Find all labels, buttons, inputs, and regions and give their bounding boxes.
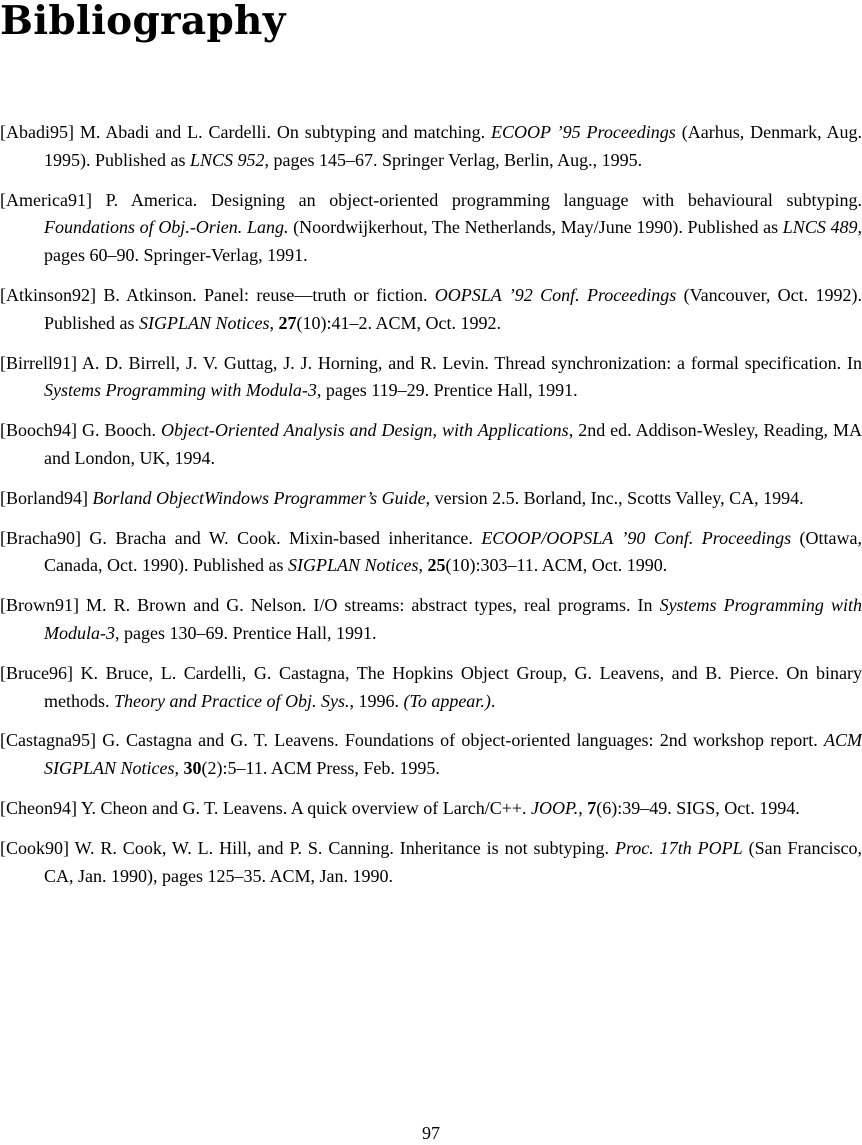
citation-text: K. Bruce, L. Cardelli, G. Castagna, The Hopkins Object Group, G. Leavens, and B. Pierce. On binary methods.	[44, 662, 862, 711]
citation-key: [Borland94]	[0, 487, 88, 508]
citation-text: ,	[578, 797, 588, 818]
citation-key: [Abadi95]	[0, 122, 74, 142]
citation-text: (Ottawa, Canada, Oct. 1990). Published as	[44, 527, 862, 576]
citation-text: (10):303–11. ACM, Oct. 1990.	[445, 555, 668, 576]
citation-text: , version 2.5. Borland, Inc., Scotts Valley, CA, 1994.	[425, 487, 804, 508]
volume-number: 30	[183, 758, 202, 779]
citation-key: [Birrell91]	[0, 352, 77, 373]
citation-title: LNCS 952	[190, 149, 265, 170]
citation-text: (2):5–11. ACM Press, Feb. 1995.	[201, 758, 440, 779]
citation-title: (To appear.)	[403, 690, 491, 711]
bibliography-entry	[0, 187, 862, 270]
citation-text: (10):41–2. ACM, Oct. 1992.	[296, 312, 502, 333]
citation-key: [Bracha90]	[0, 527, 81, 548]
citation-title: Object-Oriented Analysis and Design, with Applications	[160, 420, 569, 441]
citation-title: LNCS 489	[782, 217, 858, 238]
bibliography-entry	[0, 282, 862, 338]
citation-title: OOPSLA ’92 Conf. Proceedings	[434, 284, 677, 305]
citation-title: Foundations of Obj.-Orien. Lang.	[44, 217, 289, 238]
citation-text: ,	[269, 312, 279, 333]
citation-title: Systems Programming with Modula-3	[44, 380, 317, 401]
citation-text: (6):39–49. SIGS, Oct. 1994.	[596, 797, 800, 818]
citation-title: Theory and Practice of Obj. Sys.	[114, 690, 350, 711]
citation-text: (Vancouver, Oct. 1992). Published as	[44, 284, 862, 333]
citation-key: [Bruce96]	[0, 662, 73, 683]
citation-title: Borland ObjectWindows Programmer’s Guide	[92, 487, 426, 508]
citation-text: Y. Cheon and G. T. Leavens. A quick overview of Larch/C++.	[76, 797, 532, 818]
citation-title: ACM SIGPLAN Notices	[44, 730, 862, 779]
citation-title: SIGPLAN Notices	[139, 312, 270, 333]
citation-key: [Castagna95]	[0, 730, 96, 751]
citation-key: [Cheon94]	[0, 797, 77, 818]
bibliography-entry	[0, 727, 862, 783]
citation-text: M. R. Brown and G. Nelson. I/O streams: abstract types, real programs. In	[79, 595, 660, 616]
bibliography-entry	[0, 525, 862, 581]
citation-text: G. Bracha and W. Cook. Mixin-based inheritance.	[80, 527, 482, 548]
citation-title: Systems Programming with Modula-3	[44, 595, 862, 643]
citation-text: W. R. Cook, W. L. Hill, and P. S. Canning. Inheritance is not subtyping.	[69, 837, 615, 858]
bibliography-list	[0, 119, 862, 902]
volume-number: 25	[427, 555, 446, 576]
citation-text: , pages 130–69. Prentice Hall, 1991.	[115, 622, 377, 643]
citation-title: JOOP.	[531, 797, 579, 818]
citation-text: G. Castagna and G. T. Leavens. Foundations of object-oriented languages: 2nd workshop report.	[95, 730, 824, 751]
bibliography-entry	[0, 795, 862, 823]
citation-text: .	[490, 690, 496, 711]
bibliography-entry	[0, 835, 862, 891]
bibliography-entry	[0, 119, 862, 175]
page-number: 97	[422, 1123, 440, 1143]
citation-text: , pages 145–67. Springer Verlag, Berlin, Aug., 1995.	[264, 149, 643, 170]
citation-text: ,	[418, 555, 428, 576]
citation-text: (Noordwijkerhout, The Netherlands, May/June 1990). Published as	[288, 217, 783, 238]
citation-text: , pages 60–90. Springer-Verlag, 1991.	[44, 217, 862, 266]
citation-text: M. Abadi and L. Cardelli. On subtyping and matching.	[73, 122, 492, 142]
citation-text: P. America. Designing an object-oriented programming language with behavioural subtyping.	[91, 189, 862, 210]
citation-key: [Atkinson92]	[0, 284, 96, 305]
citation-text: G. Booch.	[76, 420, 161, 441]
citation-text: ,	[174, 758, 184, 779]
citation-title: SIGPLAN Notices	[287, 555, 419, 576]
citation-key: [America91]	[0, 189, 92, 210]
citation-text: B. Atkinson. Panel: reuse—truth or fiction.	[96, 284, 435, 305]
bibliography-entry	[0, 592, 862, 648]
citation-text: A. D. Birrell, J. V. Guttag, J. J. Horning, and R. Levin. Thread synchronization: a formal specification. In	[76, 352, 862, 373]
bibliography-entry	[0, 660, 862, 716]
page-title: Bibliography	[0, 0, 286, 44]
citation-key: [Booch94]	[0, 420, 77, 441]
citation-key: [Cook90]	[0, 837, 69, 858]
citation-text: , 1996.	[349, 690, 404, 711]
bibliography-entry	[0, 417, 862, 473]
citation-title: Proc. 17th POPL	[614, 837, 743, 858]
citation-text: (San Francisco, CA, Jan. 1990), pages 125–35. ACM, Jan. 1990.	[44, 837, 862, 886]
bibliography-entry	[0, 485, 862, 513]
citation-text: , pages 119–29. Prentice Hall, 1991.	[316, 380, 578, 401]
citation-key: [Brown91]	[0, 595, 79, 616]
volume-number: 7	[587, 797, 597, 818]
citation-title: ECOOP/OOPSLA ’90 Conf. Proceedings	[481, 527, 792, 548]
bibliography-entry	[0, 350, 862, 406]
citation-text: (Aarhus, Denmark, Aug. 1995). Published as	[44, 122, 862, 170]
volume-number: 27	[278, 312, 297, 333]
citation-title: ECOOP ’95 Proceedings	[491, 122, 676, 142]
citation-text: , 2nd ed. Addison-Wesley, Reading, MA and London, UK, 1994.	[44, 420, 862, 468]
